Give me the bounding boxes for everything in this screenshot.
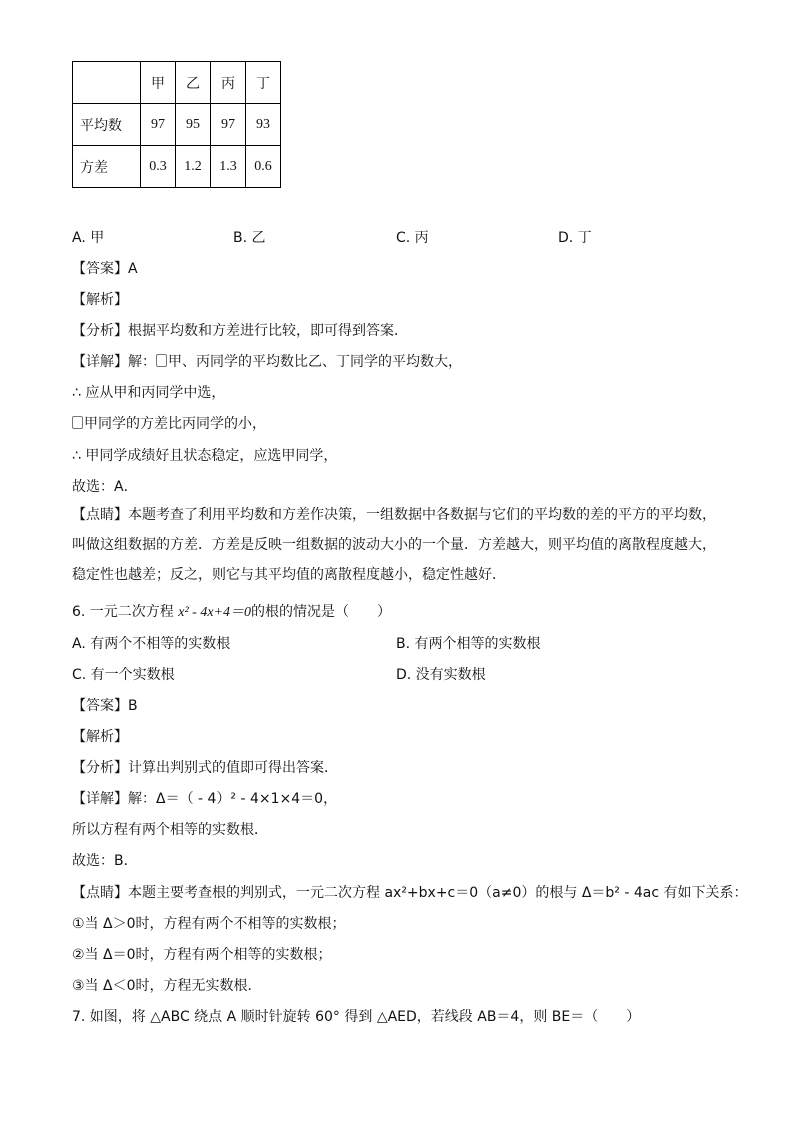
stats-table — [72, 61, 281, 188]
table-cell: 97 — [141, 104, 176, 146]
because-line — [72, 413, 266, 433]
question-6-stem — [72, 601, 391, 621]
dianjing-line: 【点睛】本题主要考查根的判别式，一元二次方程 ax²+bx+c＝0（a≠0）的根与 Δ＝b² - 4ac 有如下关系： — [72, 885, 748, 901]
stem-suffix: 的根的情况是（ ） — [251, 604, 391, 620]
table-cell: 0.6 — [246, 146, 281, 188]
fenxi-line: 【分析】根据平均数和方差进行比较，即可得到答案． — [72, 323, 408, 339]
case-2-line: ②当 Δ＝0时，方程有两个相等的实数根； — [72, 947, 332, 963]
option-c: C. 丙 — [396, 230, 429, 246]
because-symbol-icon — [72, 416, 83, 429]
table-cell: 1.3 — [211, 146, 246, 188]
table-cell: 97 — [211, 104, 246, 146]
table-cell: 1.2 — [176, 146, 211, 188]
xiangjie-text: 甲、丙同学的平均数比乙、丁同学的平均数大， — [168, 354, 462, 370]
table-header-cell: 乙 — [176, 62, 211, 104]
dianjing-paragraph: 【点睛】本题考查了利用平均数和方差作决策，一组数据中各数据与它们的平均数的差的平方的平均数，叫做这组数据的方差．方差是反映一组数据的波动大小的一个量．方差越大，则平均值的离散程度越大，稳定性也越差；反之，则它与其平均值的离散程度越小，稳定性越好． — [72, 507, 716, 583]
answer-line: 【答案】B — [72, 698, 138, 714]
option-b: B. 有两个相等的实数根 — [396, 636, 541, 652]
table-header-row — [73, 62, 281, 104]
conclusion-line: 所以方程有两个相等的实数根． — [72, 822, 268, 838]
table-cell: 95 — [176, 104, 211, 146]
option-b: B. 乙 — [233, 230, 266, 246]
question-7-stem: 7. 如图，将 △ABC 绕点 A 顺时针旋转 60° 得到 △AED，若线段 AB＝4，则 BE＝（ ） — [72, 1009, 641, 1025]
because-text: 甲同学的方差比丙同学的小， — [84, 416, 266, 432]
fenxi-line: 【分析】计算出判别式的值即可得出答案． — [72, 760, 338, 776]
therefore-line: ∴ 应从甲和丙同学中选， — [72, 385, 226, 401]
table-header-cell: 甲 — [141, 62, 176, 104]
case-1-line: ①当 Δ＞0时，方程有两个不相等的实数根； — [72, 916, 346, 932]
stem-prefix: 6. 一元二次方程 — [72, 604, 179, 620]
xiangjie-label: 【详解】解： — [72, 354, 156, 370]
table-cell: 0.3 — [141, 146, 176, 188]
because-symbol-icon — [156, 354, 167, 367]
equation: x² - 4x+4＝0 — [178, 605, 251, 620]
row-label: 方差 — [73, 146, 141, 188]
jiexi-heading: 【解析】 — [72, 292, 128, 308]
option-d: D. 丁 — [558, 230, 592, 246]
table-header-cell: 丙 — [211, 62, 246, 104]
answer-line: 【答案】A — [72, 261, 138, 277]
table-cell: 93 — [246, 104, 281, 146]
option-a: A. 有两个不相等的实数根 — [72, 636, 231, 652]
table-row — [73, 146, 281, 188]
xiangjie-line — [72, 351, 462, 371]
jiexi-heading: 【解析】 — [72, 729, 128, 745]
case-3-line: ③当 Δ＜0时，方程无实数根． — [72, 978, 262, 994]
guxuan-line: 故选：B． — [72, 853, 138, 869]
therefore-line: ∴ 甲同学成绩好且状态稳定，应选甲同学， — [72, 448, 338, 464]
option-d: D. 没有实数根 — [396, 667, 486, 683]
option-c: C. 有一个实数根 — [72, 667, 175, 683]
table-header-cell — [73, 62, 141, 104]
guxuan-line: 故选：A． — [72, 479, 138, 495]
option-a: A. 甲 — [72, 230, 105, 246]
xiangjie-line: 【详解】解：Δ＝（ - 4）² - 4×1×4＝0， — [72, 791, 338, 807]
table-header-cell: 丁 — [246, 62, 281, 104]
table-row — [73, 104, 281, 146]
row-label: 平均数 — [73, 104, 141, 146]
